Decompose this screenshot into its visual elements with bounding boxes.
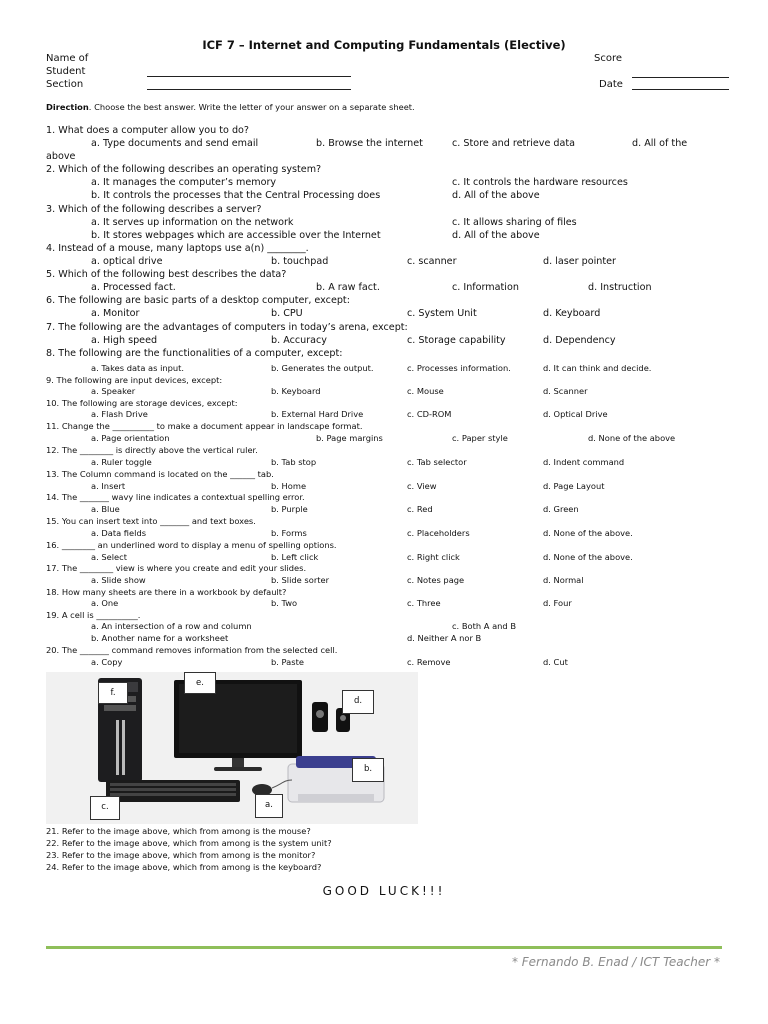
q9-choice-b: b. Keyboard xyxy=(271,386,321,396)
q9-choice-a: a. Speaker xyxy=(91,386,136,396)
question-5: 5. Which of the following best describes the data? xyxy=(46,269,287,280)
name-label-line1: Name of xyxy=(46,53,89,64)
q11-choice-d: d. None of the above xyxy=(588,433,676,443)
q16-choice-a: a. Select xyxy=(91,552,127,562)
q17-choice-a: a. Slide show xyxy=(91,575,146,585)
question-21: 21. Refer to the image above, which from among is the mouse? xyxy=(46,826,311,836)
q18-choice-c: c. Three xyxy=(407,598,441,608)
q5-choice-c: c. Information xyxy=(452,282,519,293)
question-13: 13. The Column command is located on the ______ tab. xyxy=(46,469,274,479)
q1-choice-d: d. All of the xyxy=(632,138,688,149)
q6-choice-a: a. Monitor xyxy=(91,308,140,319)
q20-choice-a: a. Copy xyxy=(91,657,123,667)
q19-choice-b: b. Another name for a worksheet xyxy=(91,633,229,643)
q15-choice-b: b. Forms xyxy=(271,528,307,538)
question-11: 11. Change the __________ to make a document appear in landscape format. xyxy=(46,421,363,431)
q2-choice-d: d. All of the above xyxy=(452,190,540,201)
q1-choice-a: a. Type documents and send email xyxy=(91,138,259,149)
q8-choice-c: c. Processes information. xyxy=(407,363,511,373)
figure-label-d: d. xyxy=(342,690,374,714)
question-20: 20. The _______ command removes information from the selected cell. xyxy=(46,645,338,655)
computer-parts-figure xyxy=(46,672,418,824)
q14-choice-c: c. Red xyxy=(407,504,433,514)
q19-choice-d: d. Neither A nor B xyxy=(407,633,482,643)
date-label: Date xyxy=(599,79,623,90)
direction-label: Direction xyxy=(46,102,89,112)
question-24: 24. Refer to the image above, which from among is the keyboard? xyxy=(46,862,322,872)
question-15: 15. You can insert text into _______ and text boxes. xyxy=(46,516,256,526)
q13-choice-a: a. Insert xyxy=(91,481,126,491)
q7-choice-a: a. High speed xyxy=(91,335,158,346)
figure-label-e: e. xyxy=(184,672,216,694)
q10-choice-c: c. CD-ROM xyxy=(407,409,452,419)
footer-author: * Fernando B. Enad / ICT Teacher * xyxy=(511,955,720,969)
q19-choice-a: a. An intersection of a row and column xyxy=(91,621,252,631)
q5-choice-d: d. Instruction xyxy=(588,282,652,293)
question-23: 23. Refer to the image above, which from among is the monitor? xyxy=(46,850,316,860)
q10-choice-d: d. Optical Drive xyxy=(543,409,608,419)
q19-choice-c: c. Both A and B xyxy=(452,621,517,631)
question-16: 16. ________ an underlined word to display a menu of spelling options. xyxy=(46,540,337,550)
figure-label-c: c. xyxy=(90,796,120,820)
q16-choice-c: c. Right click xyxy=(407,552,460,562)
q9-choice-d: d. Scanner xyxy=(543,386,588,396)
question-9: 9. The following are input devices, except: xyxy=(46,375,223,385)
q6-choice-b: b. CPU xyxy=(271,308,303,319)
q15-choice-d: d. None of the above. xyxy=(543,528,633,538)
q4-choice-d: d. laser pointer xyxy=(543,256,616,267)
q3-choice-a: a. It serves up information on the network xyxy=(91,217,294,228)
direction-body: . Choose the best answer. Write the letter of your answer on a separate sheet. xyxy=(88,102,415,112)
q12-choice-a: a. Ruler toggle xyxy=(91,457,152,467)
q10-choice-b: b. External Hard Drive xyxy=(271,409,364,419)
direction-text xyxy=(46,102,415,112)
q1-choice-d-wrap: above xyxy=(46,151,76,162)
q10-choice-a: a. Flash Drive xyxy=(91,409,148,419)
q11-choice-c: c. Paper style xyxy=(452,433,508,443)
q14-choice-a: a. Blue xyxy=(91,504,120,514)
question-12: 12. The ________ is directly above the vertical ruler. xyxy=(46,445,258,455)
q1-choice-c: c. Store and retrieve data xyxy=(452,138,576,149)
q13-choice-c: c. View xyxy=(407,481,437,491)
q4-choice-a: a. optical drive xyxy=(91,256,163,267)
question-1: 1. What does a computer allow you to do? xyxy=(46,125,250,136)
question-14: 14. The _______ wavy line indicates a contextual spelling error. xyxy=(46,492,305,502)
q11-choice-b: b. Page margins xyxy=(316,433,383,443)
question-10: 10. The following are storage devices, except: xyxy=(46,398,238,408)
q14-choice-d: d. Green xyxy=(543,504,579,514)
q16-choice-b: b. Left click xyxy=(271,552,319,562)
q3-choice-d: d. All of the above xyxy=(452,230,540,241)
section-field-line xyxy=(147,89,351,90)
q18-choice-d: d. Four xyxy=(543,598,572,608)
q4-choice-b: b. touchpad xyxy=(271,256,329,267)
q2-choice-c: c. It controls the hardware resources xyxy=(452,177,628,188)
score-label: Score xyxy=(594,53,623,64)
q18-choice-b: b. Two xyxy=(271,598,298,608)
q3-choice-c: c. It allows sharing of files xyxy=(452,217,577,228)
score-field-line xyxy=(632,77,729,78)
question-3: 3. Which of the following describes a server? xyxy=(46,204,262,215)
section-label: Section xyxy=(46,79,84,90)
q7-choice-b: b. Accuracy xyxy=(271,335,327,346)
q12-choice-c: c. Tab selector xyxy=(407,457,467,467)
good-luck-text: GOOD LUCK!!! xyxy=(322,884,446,898)
figure-label-f: f. xyxy=(98,682,128,704)
q15-choice-a: a. Data fields xyxy=(91,528,147,538)
q5-choice-b: b. A raw fact. xyxy=(316,282,380,293)
q7-choice-d: d. Dependency xyxy=(543,335,616,346)
q14-choice-b: b. Purple xyxy=(271,504,308,514)
q12-choice-b: b. Tab stop xyxy=(271,457,317,467)
name-label-line2: Student xyxy=(46,66,86,77)
q9-choice-c: c. Mouse xyxy=(407,386,444,396)
date-field-line xyxy=(632,89,729,90)
question-7: 7. The following are the advantages of computers in today’s arena, except: xyxy=(46,322,408,333)
q6-choice-c: c. System Unit xyxy=(407,308,477,319)
q17-choice-b: b. Slide sorter xyxy=(271,575,330,585)
footer-divider xyxy=(46,946,722,949)
question-6: 6. The following are basic parts of a desktop computer, except: xyxy=(46,295,350,306)
q13-choice-d: d. Page Layout xyxy=(543,481,605,491)
q8-choice-a: a. Takes data as input. xyxy=(91,363,185,373)
q8-choice-b: b. Generates the output. xyxy=(271,363,374,373)
q17-choice-c: c. Notes page xyxy=(407,575,465,585)
q7-choice-c: c. Storage capability xyxy=(407,335,506,346)
name-field-line xyxy=(147,76,351,77)
figure-label-b: b. xyxy=(352,758,384,782)
q17-choice-d: d. Normal xyxy=(543,575,584,585)
q16-choice-d: d. None of the above. xyxy=(543,552,633,562)
q20-choice-d: d. Cut xyxy=(543,657,568,667)
q20-choice-c: c. Remove xyxy=(407,657,451,667)
q13-choice-b: b. Home xyxy=(271,481,307,491)
question-19: 19. A cell is __________. xyxy=(46,610,141,620)
q11-choice-a: a. Page orientation xyxy=(91,433,170,443)
q2-choice-a: a. It manages the computer’s memory xyxy=(91,177,277,188)
figure-label-a: a. xyxy=(255,794,283,818)
question-22: 22. Refer to the image above, which from among is the system unit? xyxy=(46,838,332,848)
exam-title: ICF 7 – Internet and Computing Fundamentals (Elective) xyxy=(202,38,566,52)
q2-choice-b: b. It controls the processes that the Central Processing does xyxy=(91,190,381,201)
question-4: 4. Instead of a mouse, many laptops use a(n) ________. xyxy=(46,243,309,254)
q4-choice-c: c. scanner xyxy=(407,256,457,267)
q8-choice-d: d. It can think and decide. xyxy=(543,363,652,373)
q3-choice-b: b. It stores webpages which are accessible over the Internet xyxy=(91,230,381,241)
question-18: 18. How many sheets are there in a workbook by default? xyxy=(46,587,287,597)
q20-choice-b: b. Paste xyxy=(271,657,304,667)
q6-choice-d: d. Keyboard xyxy=(543,308,601,319)
q15-choice-c: c. Placeholders xyxy=(407,528,470,538)
question-8: 8. The following are the functionalities of a computer, except: xyxy=(46,348,343,359)
q12-choice-d: d. Indent command xyxy=(543,457,625,467)
question-17: 17. The ________ view is where you create and edit your slides. xyxy=(46,563,307,573)
question-2: 2. Which of the following describes an operating system? xyxy=(46,164,322,175)
q18-choice-a: a. One xyxy=(91,598,119,608)
keyboard-illustration xyxy=(106,780,240,802)
q1-choice-b: b. Browse the internet xyxy=(316,138,423,149)
q5-choice-a: a. Processed fact. xyxy=(91,282,176,293)
